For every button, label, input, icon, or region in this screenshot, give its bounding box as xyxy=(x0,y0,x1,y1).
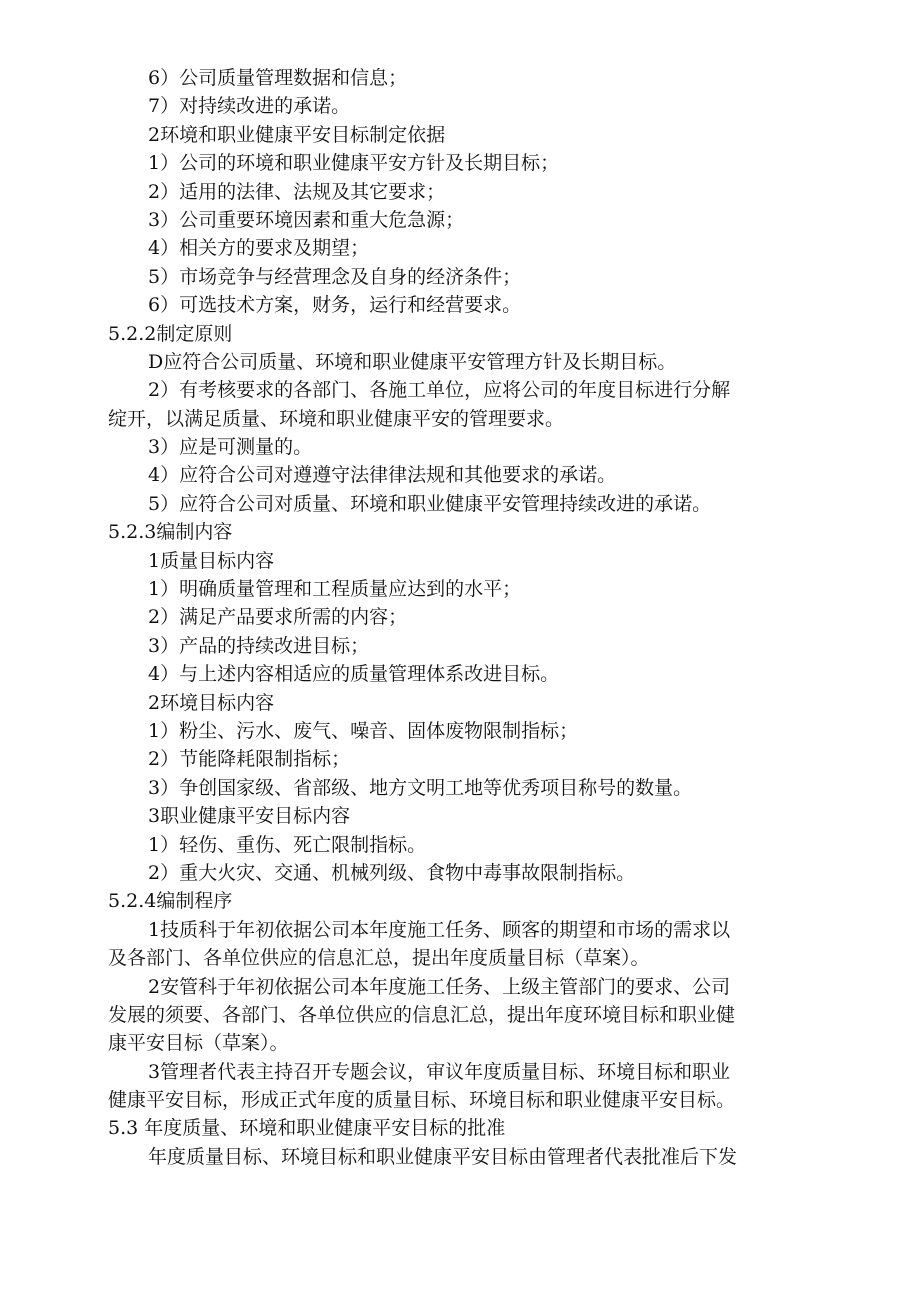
list-item: 1）轻伤、重伤、死亡限制指标。 xyxy=(148,833,427,856)
paragraph-line: 2安管科于年初依据公司本年度施工任务、上级主管部门的要求、公司 xyxy=(148,975,731,998)
list-item: 5）市场竞争与经营理念及自身的经济条件； xyxy=(148,265,522,288)
list-item: 1）公司的环境和职业健康平安方针及长期目标； xyxy=(148,152,560,175)
list-item: 2）适用的法律、法规及其它要求； xyxy=(148,180,446,203)
list-item: 4）应符合公司对遵遵守法律律法规和其他要求的承诺。 xyxy=(148,464,617,487)
list-item: 2）有考核要求的各部门、各施工单位，应将公司的年度目标进行分解 xyxy=(148,379,731,402)
list-item: 3）公司重要环境因素和重大危急源； xyxy=(148,208,465,231)
section-heading: 5.2.3编制内容 xyxy=(108,521,233,544)
list-item: 3）争创国家级、省部级、地方文明工地等优秀项目称号的数量。 xyxy=(148,776,693,799)
list-item: 6）公司质量管理数据和信息； xyxy=(148,67,408,89)
list-item: D应符合公司质量、环境和职业健康平安管理方针及长期目标。 xyxy=(148,350,677,373)
list-item: 4）与上述内容相适应的质量管理体系改进目标。 xyxy=(148,663,560,686)
list-item: 1）粉尘、污水、废气、噪音、固体废物限制指标； xyxy=(148,719,579,742)
paragraph-line: 健康平安目标，形成正式年度的质量目标、环境目标和职业健康平安目标。 xyxy=(108,1089,736,1112)
list-item: 3）产品的持续改进目标； xyxy=(148,634,370,657)
list-item: 6）可选技术方案，财务，运行和经营要求。 xyxy=(148,294,522,317)
paragraph-line: 1技质科于年初依据公司本年度施工任务、顾客的期望和市场的需求以 xyxy=(148,918,731,941)
list-item: 2）重大火灾、交通、机械列级、食物中毒事故限制指标。 xyxy=(148,861,636,884)
section-heading: 5.3 年度质量、环境和职业健康平安目标的批准 xyxy=(108,1117,506,1140)
paragraph-line: 年度质量目标、环境目标和职业健康平安目标由管理者代表批准后下发 xyxy=(148,1145,738,1168)
paragraph-line: 发展的须要、各部门、各单位供应的信息汇总，提出年度环境目标和职业健 xyxy=(108,1003,736,1026)
paragraph-line: 3管理者代表主持召开专题会议，审议年度质量目标、环境目标和职业 xyxy=(148,1060,731,1083)
list-item-continuation: 绽开，以满足质量、环境和职业健康平安的管理要求。 xyxy=(108,407,565,430)
list-item: 2）满足产品要求所需的内容； xyxy=(148,606,408,629)
paragraph-line: 康平安目标（草案）。 xyxy=(108,1032,289,1055)
list-item: 2）节能降耗限制指标； xyxy=(148,748,351,771)
section-heading: 5.2.2制定原则 xyxy=(108,322,233,345)
paragraph-line: 及各部门、各单位供应的信息汇总，提出年度质量目标（草案）。 xyxy=(108,947,650,970)
subsection-heading: 2环境和职业健康平安目标制定依据 xyxy=(148,123,446,146)
subsection-heading: 2环境目标内容 xyxy=(148,691,275,714)
list-item: 3）应是可测量的。 xyxy=(148,436,313,459)
section-heading: 5.2.4编制程序 xyxy=(108,890,233,913)
list-item: 5）应符合公司对质量、环境和职业健康平安管理持续改进的承诺。 xyxy=(148,492,712,515)
list-item: 7）对持续改进的承诺。 xyxy=(148,95,351,118)
subsection-heading: 3职业健康平安目标内容 xyxy=(148,805,351,828)
subsection-heading: 1质量目标内容 xyxy=(148,549,275,572)
document-body xyxy=(108,64,828,1171)
list-item: 1）明确质量管理和工程质量应达到的水平； xyxy=(148,578,522,601)
list-item: 4）相关方的要求及期望； xyxy=(148,237,370,260)
